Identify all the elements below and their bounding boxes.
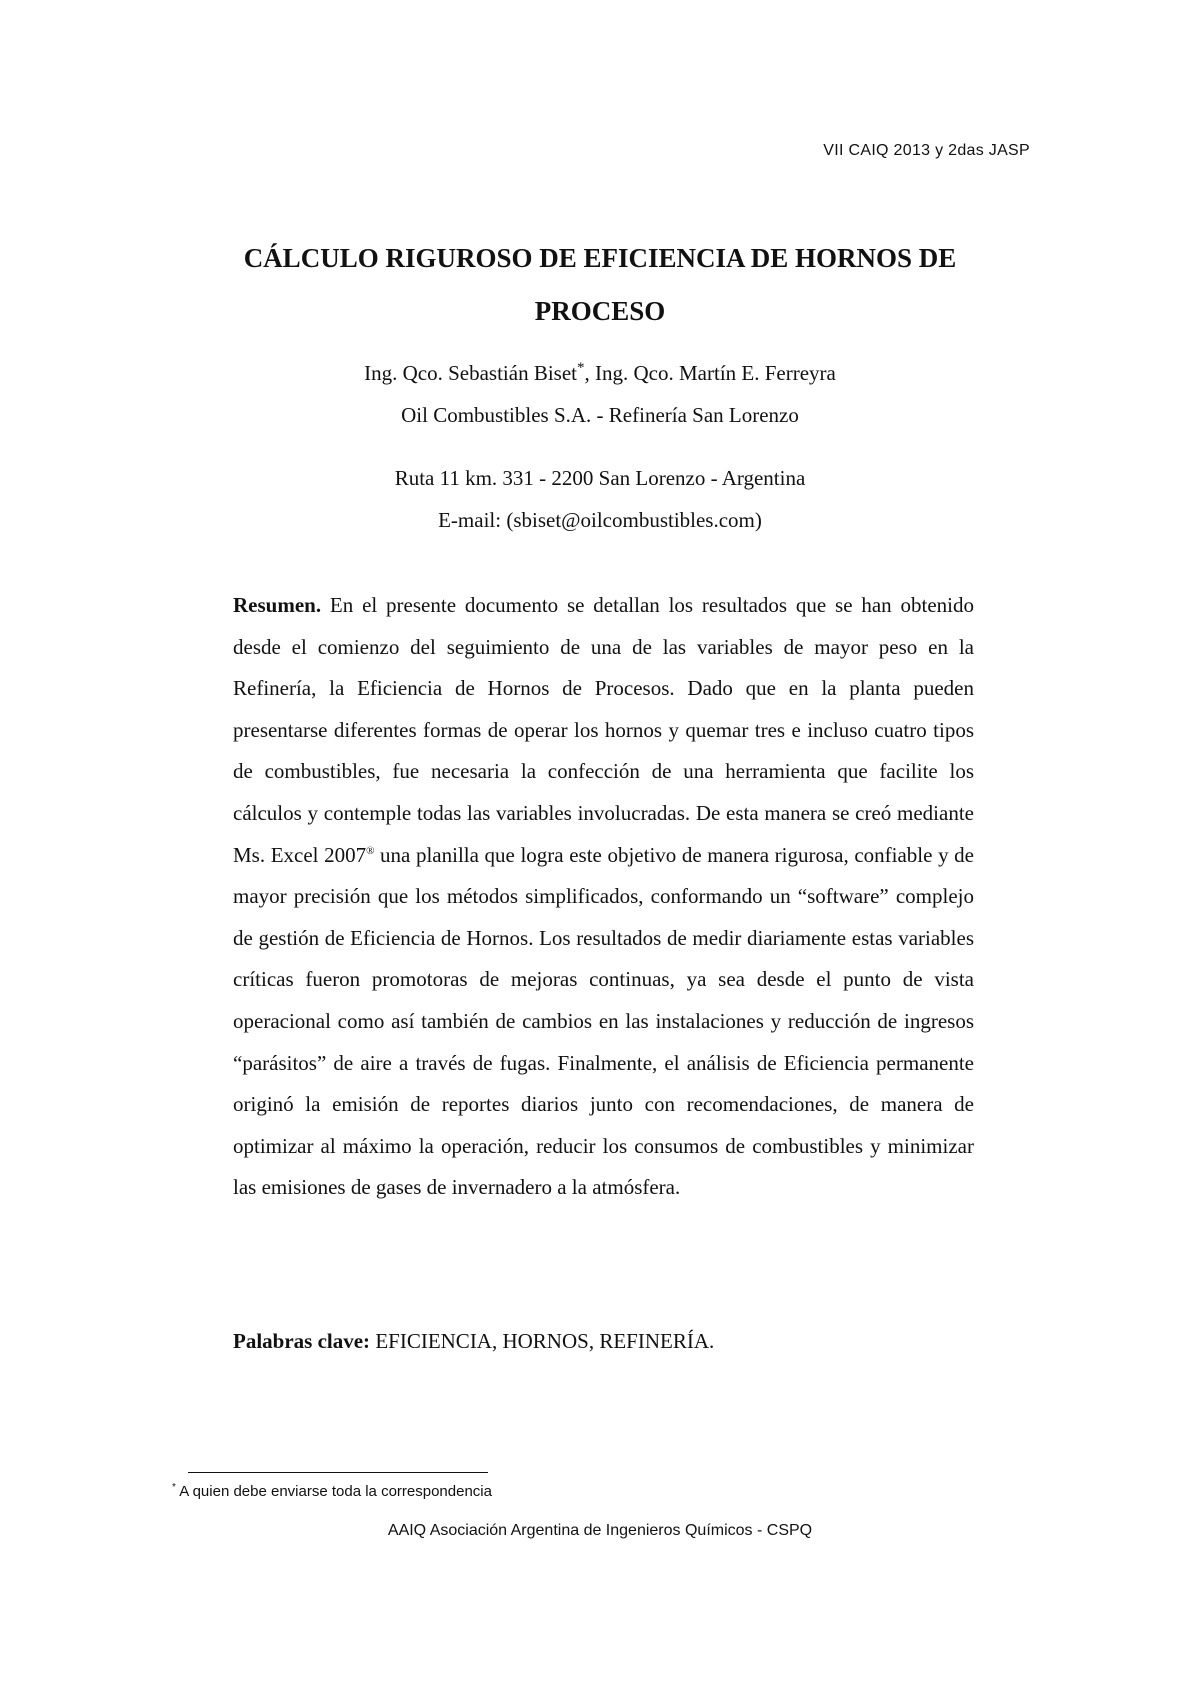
footnote-divider [188,1472,488,1473]
contact-email: E-mail: (sbiset@oilcombustibles.com) [438,508,762,532]
author-1: Ing. Qco. Sebastián Biset [364,361,578,385]
corresponding-author-mark: * [577,360,585,376]
title-line-1: CÁLCULO RIGUROSO DE EFICIENCIA DE HORNOS DE [243,243,957,273]
abstract [233,585,974,1209]
title-line-2: PROCESO [534,296,666,326]
keywords-label: Palabras clave: [233,1329,371,1353]
paper-title [150,232,1050,338]
address-block [150,457,1050,541]
footnote-mark: * [172,1482,176,1493]
abstract-text-part-1: En el presente documento se detallan los resultados que se han obtenido desde el comienzo del seguimiento de una de las variables de mayor peso en la Refinería, la Eficiencia de Hornos de Procesos. Dado que en la planta pueden presentarse diferentes formas de operar los hornos y quemar tres e incluso cuatro tipos de combustibles, fue necesaria la confección de una herramienta que facilite los cálculos y contemple todas las variables involucradas. De esta manera se creó mediante Ms. Excel 2007 [233,593,974,867]
keywords-text: EFICIENCIA, HORNOS, REFINERÍA. [370,1329,715,1353]
affiliation: Oil Combustibles S.A. - Refinería San Lorenzo [401,403,799,427]
abstract-text-part-2: una planilla que logra este objetivo de manera rigurosa, confiable y de mayor precisión que los métodos simplificados, conformando un “software” complejo de gestión de Eficiencia de Hornos. Los resultados de medir diariamente estas variables críticas fueron promotoras de mejoras continuas, ya sea desde el punto de vista operacional como así también de cambios en las instalaciones y reducción de ingresos “parásitos” de aire a través de fugas. Finalmente, el análisis de Eficiencia permanente originó la emisión de reportes diarios junto con recomendaciones, de manera de optimizar al máximo la operación, reducir los consumos de combustibles y minimizar las emisiones de gases de invernadero a la atmósfera. [233,842,974,1200]
author-line [150,352,1050,394]
footnote [172,1482,492,1500]
running-footer: AAIQ Asociación Argentina de Ingenieros Químicos - CSPQ [387,1522,813,1539]
abstract-label: Resumen. [233,593,322,617]
author-separator: , [584,361,596,385]
author-2: Ing. Qco. Martín E. Ferreyra [595,361,836,385]
postal-address: Ruta 11 km. 331 - 2200 San Lorenzo - Argentina [394,466,806,490]
footnote-text: A quien debe enviarse toda la correspondencia [175,1483,492,1500]
keywords [233,1320,974,1362]
registered-trademark-mark: ® [366,844,375,857]
running-header: VII CAIQ 2013 y 2das JASP [823,142,1030,159]
author-block [150,352,1050,436]
